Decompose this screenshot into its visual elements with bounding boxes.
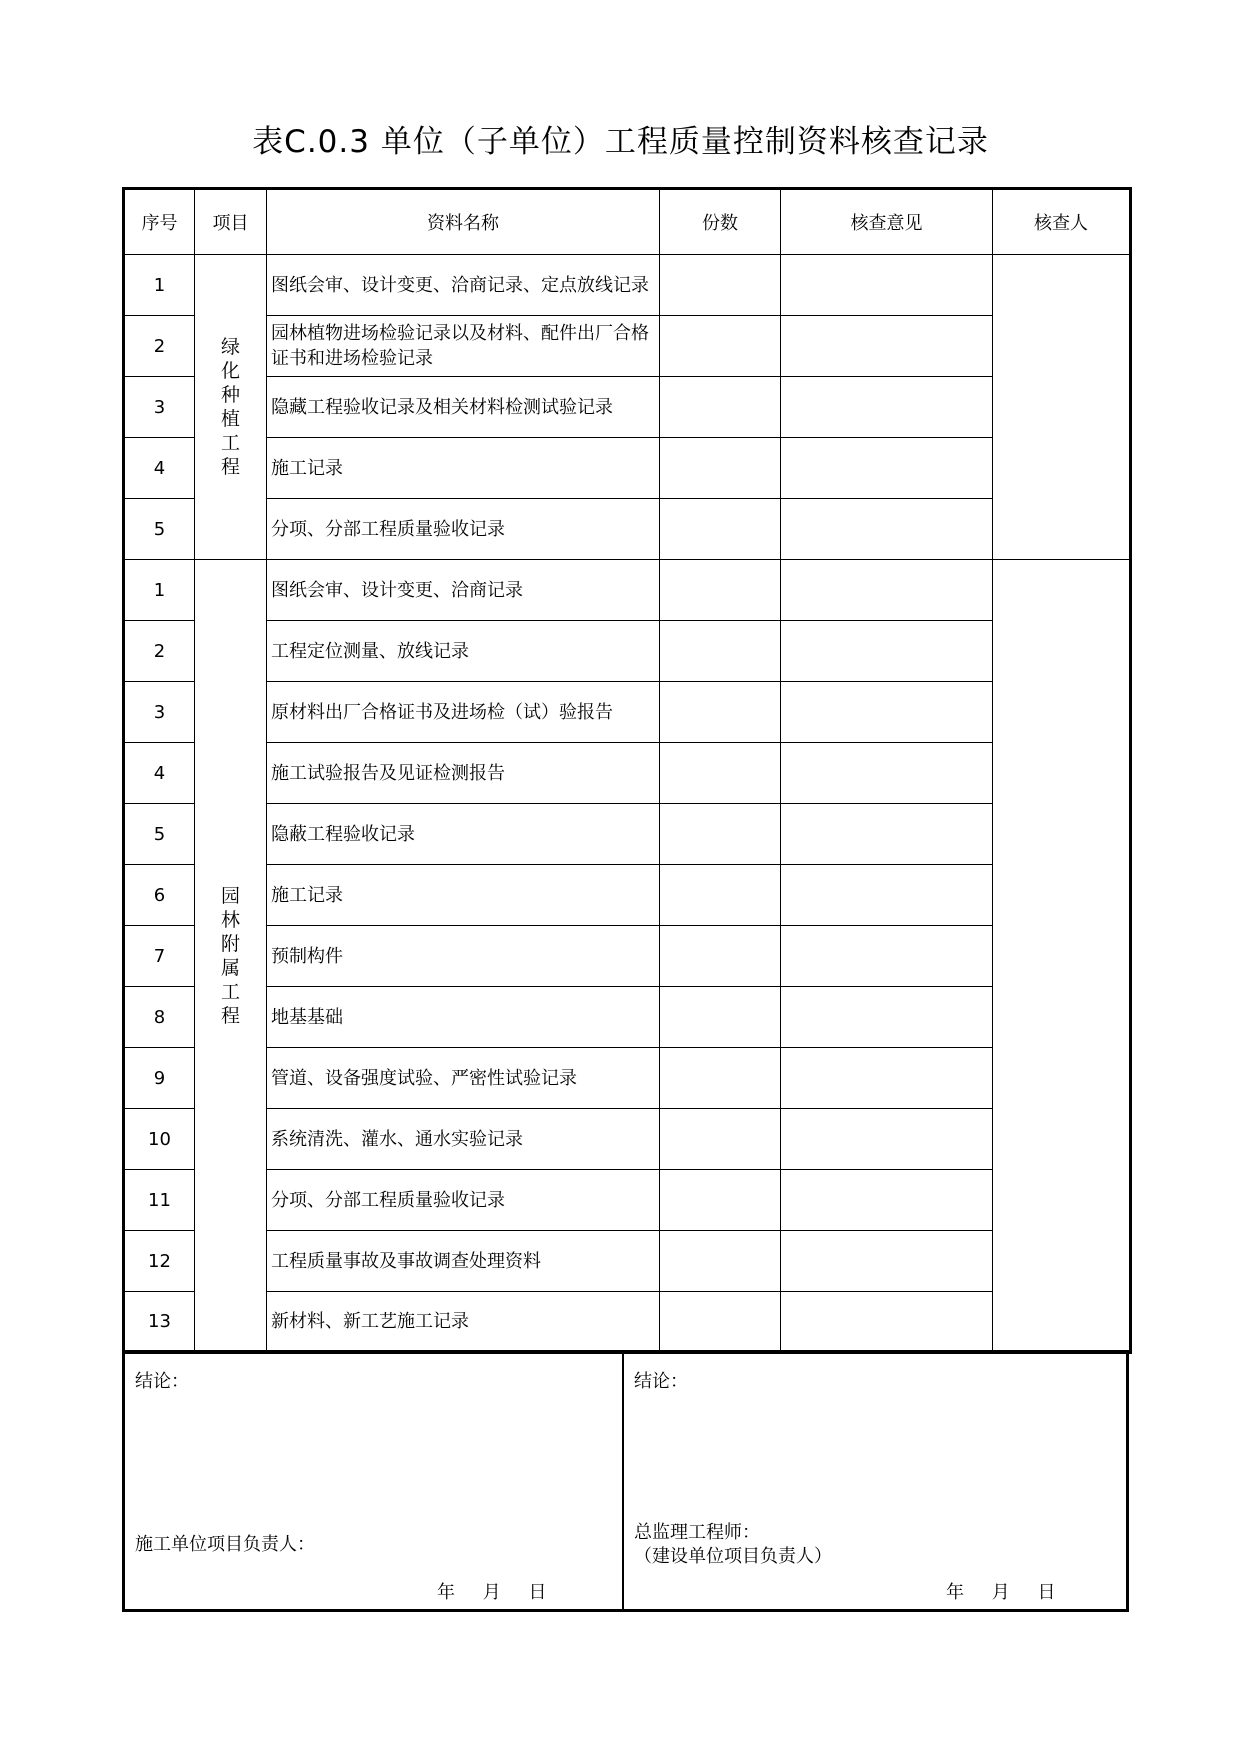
document-name: 园林植物进场检验记录以及材料、配件出厂合格证书和进场检验记录 xyxy=(267,316,660,377)
page-title: 表C.0.3 单位（子单位）工程质量控制资料核查记录 xyxy=(252,124,989,160)
document-name: 隐蔽工程验收记录 xyxy=(267,804,660,865)
document-name: 施工记录 xyxy=(267,438,660,499)
document-name: 工程质量事故及事故调查处理资料 xyxy=(267,1231,660,1292)
table-header-row xyxy=(124,189,1131,255)
copies-cell[interactable] xyxy=(660,743,781,804)
table-row xyxy=(124,377,1131,438)
opinion-cell[interactable] xyxy=(781,1048,993,1109)
document-name: 分项、分部工程质量验收记录 xyxy=(267,1170,660,1231)
table-row xyxy=(124,1048,1131,1109)
opinion-cell[interactable] xyxy=(781,255,993,316)
row-number: 3 xyxy=(124,377,195,438)
row-number: 9 xyxy=(124,1048,195,1109)
table-row xyxy=(124,560,1131,621)
table-row xyxy=(124,438,1131,499)
table-row xyxy=(124,1109,1131,1170)
table-row xyxy=(124,1231,1131,1292)
copies-cell[interactable] xyxy=(660,1048,781,1109)
copies-cell[interactable] xyxy=(660,316,781,377)
table-row xyxy=(124,255,1131,316)
contractor-conclusion-box[interactable] xyxy=(122,1350,624,1612)
document-name: 图纸会审、设计变更、洽商记录、定点放线记录 xyxy=(267,255,660,316)
header-name: 资料名称 xyxy=(267,189,660,255)
supervisor-signer-label xyxy=(634,1521,832,1569)
supervisor-title: 总监理工程师： xyxy=(634,1522,760,1543)
checker-cell[interactable] xyxy=(993,255,1131,560)
header-seq: 序号 xyxy=(124,189,195,255)
document-name: 管道、设备强度试验、严密性试验记录 xyxy=(267,1048,660,1109)
row-number: 12 xyxy=(124,1231,195,1292)
row-number: 11 xyxy=(124,1170,195,1231)
supervisor-conclusion-box[interactable] xyxy=(622,1350,1129,1612)
table-row xyxy=(124,1292,1131,1353)
row-number: 2 xyxy=(124,316,195,377)
table-row xyxy=(124,682,1131,743)
copies-cell[interactable] xyxy=(660,1231,781,1292)
row-number: 7 xyxy=(124,926,195,987)
copies-cell[interactable] xyxy=(660,987,781,1048)
row-number: 3 xyxy=(124,682,195,743)
owner-representative: （建设单位项目负责人） xyxy=(634,1546,832,1567)
copies-cell[interactable] xyxy=(660,1109,781,1170)
row-number: 4 xyxy=(124,743,195,804)
opinion-cell[interactable] xyxy=(781,560,993,621)
table-row xyxy=(124,743,1131,804)
document-name: 施工试验报告及见证检测报告 xyxy=(267,743,660,804)
opinion-cell[interactable] xyxy=(781,743,993,804)
copies-cell[interactable] xyxy=(660,926,781,987)
opinion-cell[interactable] xyxy=(781,804,993,865)
document-name: 系统清洗、灌水、通水实验记录 xyxy=(267,1109,660,1170)
copies-cell[interactable] xyxy=(660,682,781,743)
opinion-cell[interactable] xyxy=(781,1292,993,1353)
category-label: 园林附属工程 xyxy=(220,884,240,1027)
document-name: 分项、分部工程质量验收记录 xyxy=(267,499,660,560)
document-name: 原材料出厂合格证书及进场检（试）验报告 xyxy=(267,682,660,743)
header-copies: 份数 xyxy=(660,189,781,255)
opinion-cell[interactable] xyxy=(781,682,993,743)
table-row xyxy=(124,987,1131,1048)
conclusion-label: 结论： xyxy=(634,1371,688,1392)
document-name: 工程定位测量、放线记录 xyxy=(267,621,660,682)
copies-cell[interactable] xyxy=(660,499,781,560)
opinion-cell[interactable] xyxy=(781,926,993,987)
document-name: 新材料、新工艺施工记录 xyxy=(267,1292,660,1353)
category-cell-auxiliary xyxy=(195,560,267,1353)
date-label: 年 月 日 xyxy=(946,1582,1058,1603)
copies-cell[interactable] xyxy=(660,1292,781,1353)
row-number: 10 xyxy=(124,1109,195,1170)
checker-cell[interactable] xyxy=(993,560,1131,1353)
document-name: 隐藏工程验收记录及相关材料检测试验记录 xyxy=(267,377,660,438)
opinion-cell[interactable] xyxy=(781,499,993,560)
opinion-cell[interactable] xyxy=(781,1109,993,1170)
copies-cell[interactable] xyxy=(660,560,781,621)
copies-cell[interactable] xyxy=(660,1170,781,1231)
table-row xyxy=(124,499,1131,560)
conclusion-label: 结论： xyxy=(135,1371,189,1392)
copies-cell[interactable] xyxy=(660,377,781,438)
category-cell-planting xyxy=(195,255,267,560)
document-name: 图纸会审、设计变更、洽商记录 xyxy=(267,560,660,621)
row-number: 1 xyxy=(124,255,195,316)
copies-cell[interactable] xyxy=(660,438,781,499)
header-checker: 核查人 xyxy=(993,189,1131,255)
row-number: 8 xyxy=(124,987,195,1048)
contractor-signer-label: 施工单位项目负责人： xyxy=(135,1534,315,1555)
date-label: 年 月 日 xyxy=(437,1582,549,1603)
opinion-cell[interactable] xyxy=(781,621,993,682)
copies-cell[interactable] xyxy=(660,621,781,682)
review-table xyxy=(122,187,1132,1354)
copies-cell[interactable] xyxy=(660,804,781,865)
opinion-cell[interactable] xyxy=(781,865,993,926)
opinion-cell[interactable] xyxy=(781,1170,993,1231)
copies-cell[interactable] xyxy=(660,865,781,926)
document-name: 施工记录 xyxy=(267,865,660,926)
copies-cell[interactable] xyxy=(660,255,781,316)
table-row xyxy=(124,621,1131,682)
opinion-cell[interactable] xyxy=(781,987,993,1048)
row-number: 6 xyxy=(124,865,195,926)
opinion-cell[interactable] xyxy=(781,1231,993,1292)
document-name: 地基基础 xyxy=(267,987,660,1048)
category-label: 绿化种植工程 xyxy=(220,336,240,478)
row-number: 2 xyxy=(124,621,195,682)
document-name: 预制构件 xyxy=(267,926,660,987)
table-row xyxy=(124,865,1131,926)
opinion-cell[interactable] xyxy=(781,377,993,438)
header-opinion: 核查意见 xyxy=(781,189,993,255)
table-row xyxy=(124,1170,1131,1231)
opinion-cell[interactable] xyxy=(781,316,993,377)
table-row xyxy=(124,804,1131,865)
row-number: 13 xyxy=(124,1292,195,1353)
row-number: 1 xyxy=(124,560,195,621)
table-row xyxy=(124,316,1131,377)
opinion-cell[interactable] xyxy=(781,438,993,499)
table-row xyxy=(124,926,1131,987)
row-number: 5 xyxy=(124,804,195,865)
row-number: 5 xyxy=(124,499,195,560)
row-number: 4 xyxy=(124,438,195,499)
header-item: 项目 xyxy=(195,189,267,255)
